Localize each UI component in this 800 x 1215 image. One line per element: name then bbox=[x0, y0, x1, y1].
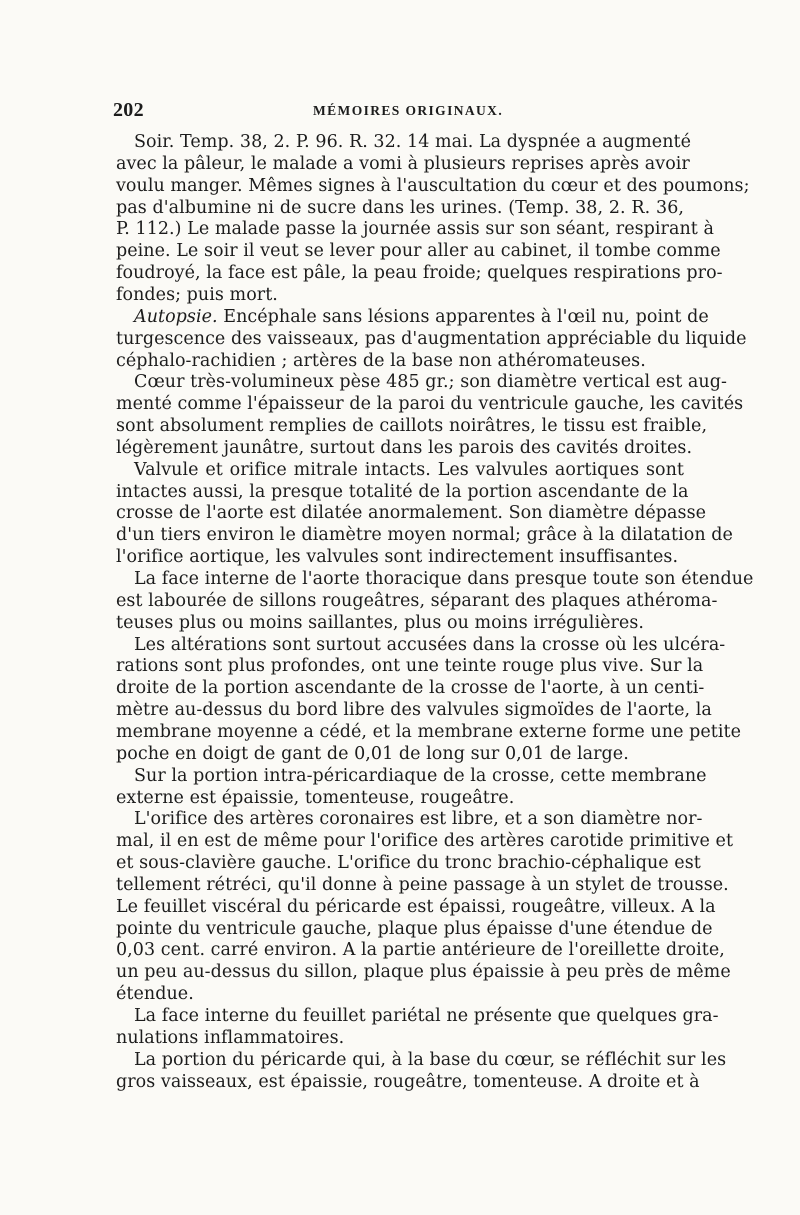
line-text: sont absolument remplies de caillots noirâtres, le tissu est fraible, bbox=[116, 416, 708, 437]
line-text: P. 112.) Le malade passe la journée assis sur son séant, respirant à bbox=[116, 219, 714, 240]
line-text: tellement rétréci, qu'il donne à peine passage à un stylet de trousse. bbox=[116, 874, 729, 895]
line-text: fondes; puis mort. bbox=[116, 284, 278, 305]
text-line bbox=[116, 655, 704, 677]
line-text: Les altérations sont surtout accusées dans la crosse où les ulcéra- bbox=[134, 634, 726, 655]
line-text: La portion du péricarde qui, à la base du cœur, se réfléchit sur les bbox=[134, 1049, 727, 1070]
line-text: membrane moyenne a cédé, et la membrane externe forme une petite bbox=[116, 721, 741, 742]
line-text: turgescence des vaisseaux, pas d'augmentation appréciable du liquide bbox=[116, 328, 747, 349]
text-line bbox=[116, 1071, 700, 1093]
text-line bbox=[116, 896, 716, 918]
text-line bbox=[116, 961, 731, 983]
line-text: poche en doigt de gant de 0,01 de long sur 0,01 de large. bbox=[116, 743, 629, 764]
text-line bbox=[116, 175, 750, 197]
text-line bbox=[116, 197, 684, 219]
line-text: étendue. bbox=[116, 984, 194, 1005]
line-text: foudroyé, la face est pâle, la peau froide; quelques respirations pro- bbox=[116, 263, 723, 284]
text-line bbox=[134, 808, 703, 830]
line-text: Valvule et orifice mitrale intacts. Les valvules aortiques sont bbox=[134, 459, 684, 480]
line-text: Encéphale sans lésions apparentes à l'œil nu, point de bbox=[217, 306, 709, 327]
line-text: est labourée de sillons rougeâtres, séparant des plaques athéroma- bbox=[116, 590, 718, 611]
text-line bbox=[116, 590, 718, 612]
text-line bbox=[134, 765, 707, 787]
text-line bbox=[116, 481, 689, 503]
line-text: teuses plus ou moins saillantes, plus ou moins irrégulières. bbox=[116, 612, 644, 633]
text-line bbox=[116, 502, 707, 524]
line-text: mal, il en est de même pour l'orifice des artères carotide primitive et bbox=[116, 831, 734, 852]
line-text: un peu au-dessus du sillon, plaque plus épaissie à peu près de même bbox=[116, 962, 731, 983]
text-line bbox=[134, 306, 709, 328]
running-head: MÉMOIRES ORIGINAUX. bbox=[313, 103, 504, 118]
line-text: Sur la portion intra-péricardiaque de la crosse, cette membrane bbox=[134, 765, 707, 786]
line-text: peine. Le soir il veut se lever pour aller au cabinet, il tombe comme bbox=[116, 241, 721, 262]
line-text: Soir. Temp. 38, 2. P. 96. R. 32. 14 mai. La dyspnée a augmenté bbox=[134, 132, 692, 152]
text-line bbox=[116, 721, 741, 743]
text-line bbox=[134, 568, 754, 590]
text-line bbox=[116, 1027, 684, 1049]
line-text: pas d'albumine ni de sucre dans les urines. (Temp. 38, 2. R. 36, bbox=[116, 197, 684, 218]
line-text: 0,03 cent. carré environ. A la partie antérieure de l'oreillette droite, bbox=[116, 940, 725, 961]
text-line bbox=[116, 218, 714, 240]
line-text: légèrement jaunâtre, surtout dans les parois des cavités droites. bbox=[116, 437, 693, 458]
text-line bbox=[116, 262, 723, 284]
text-line bbox=[116, 743, 684, 765]
text-line bbox=[134, 1005, 719, 1027]
line-text: gros vaisseaux, est épaissie, rougeâtre, tomenteuse. A droite et à bbox=[116, 1071, 700, 1092]
text-line bbox=[116, 524, 733, 546]
text-line bbox=[134, 371, 727, 393]
text-line bbox=[134, 131, 692, 153]
text-line bbox=[134, 634, 726, 656]
text-line bbox=[134, 1049, 727, 1071]
text-line bbox=[116, 939, 725, 961]
line-text: l'orifice aortique, les valvules sont indirectement insuffisantes. bbox=[116, 547, 679, 568]
line-text: rations sont plus profondes, ont une teinte rouge plus vive. Sur la bbox=[116, 656, 704, 677]
text-line bbox=[116, 918, 713, 940]
line-text: crosse de l'aorte est dilatée anormalement. Son diamètre dépasse bbox=[116, 503, 707, 524]
line-text: L'orifice des artères coronaires est libre, et a son diamètre nor- bbox=[134, 809, 703, 830]
text-line bbox=[116, 153, 690, 175]
text-line bbox=[116, 830, 734, 852]
text-line bbox=[116, 699, 712, 721]
page-number: 202 bbox=[113, 99, 144, 121]
line-text: La face interne de l'aorte thoracique dans presque toute son étendue bbox=[134, 569, 754, 589]
line-text: droite de la portion ascendante de la crosse de l'aorte, à un centi- bbox=[116, 678, 705, 699]
line-text: menté comme l'épaisseur de la paroi du ventricule gauche, les cavités bbox=[116, 394, 744, 415]
line-text: avec la pâleur, le malade a vomi à plusieurs reprises après avoir bbox=[116, 153, 690, 174]
line-text: céphalo-rachidien ; artères de la base non athéromateuses. bbox=[116, 350, 646, 371]
line-text: mètre au-dessus du bord libre des valvules sigmoïdes de l'aorte, la bbox=[116, 700, 712, 721]
text-line bbox=[116, 612, 684, 634]
line-text: voulu manger. Mêmes signes à l'auscultation du cœur et des poumons; bbox=[116, 175, 750, 196]
line-text: d'un tiers environ le diamètre moyen normal; grâce à la dilatation de bbox=[116, 525, 733, 546]
section-lead: Autopsie. bbox=[134, 306, 218, 327]
line-text: Cœur très-volumineux pèse 485 gr.; son diamètre vertical est aug- bbox=[134, 372, 727, 393]
text-line bbox=[116, 328, 747, 350]
line-text: pointe du ventricule gauche, plaque plus épaisse d'une étendue de bbox=[116, 918, 713, 939]
line-text: Le feuillet viscéral du péricarde est épaissi, rougeâtre, villeux. A la bbox=[116, 896, 716, 917]
text-line bbox=[116, 874, 729, 896]
line-text: externe est épaissie, tomenteuse, rougeâtre. bbox=[116, 787, 515, 808]
text-line bbox=[116, 787, 684, 809]
text-line bbox=[134, 459, 684, 481]
line-text: intactes aussi, la presque totalité de la portion ascendante de la bbox=[116, 481, 689, 502]
text-line bbox=[116, 677, 705, 699]
line-text: La face interne du feuillet pariétal ne présente que quelques gra- bbox=[134, 1006, 719, 1026]
text-line bbox=[116, 284, 684, 306]
text-line bbox=[116, 983, 684, 1005]
text-line bbox=[116, 350, 684, 372]
text-line bbox=[116, 240, 721, 262]
text-line bbox=[116, 852, 701, 874]
text-line bbox=[116, 437, 693, 459]
page-header bbox=[113, 99, 685, 123]
text-line bbox=[116, 415, 708, 437]
text-line bbox=[116, 393, 744, 415]
line-text: nulations inflammatoires. bbox=[116, 1027, 345, 1048]
line-text: et sous-clavière gauche. L'orifice du tronc brachio-céphalique est bbox=[116, 853, 701, 874]
text-line bbox=[116, 546, 684, 568]
